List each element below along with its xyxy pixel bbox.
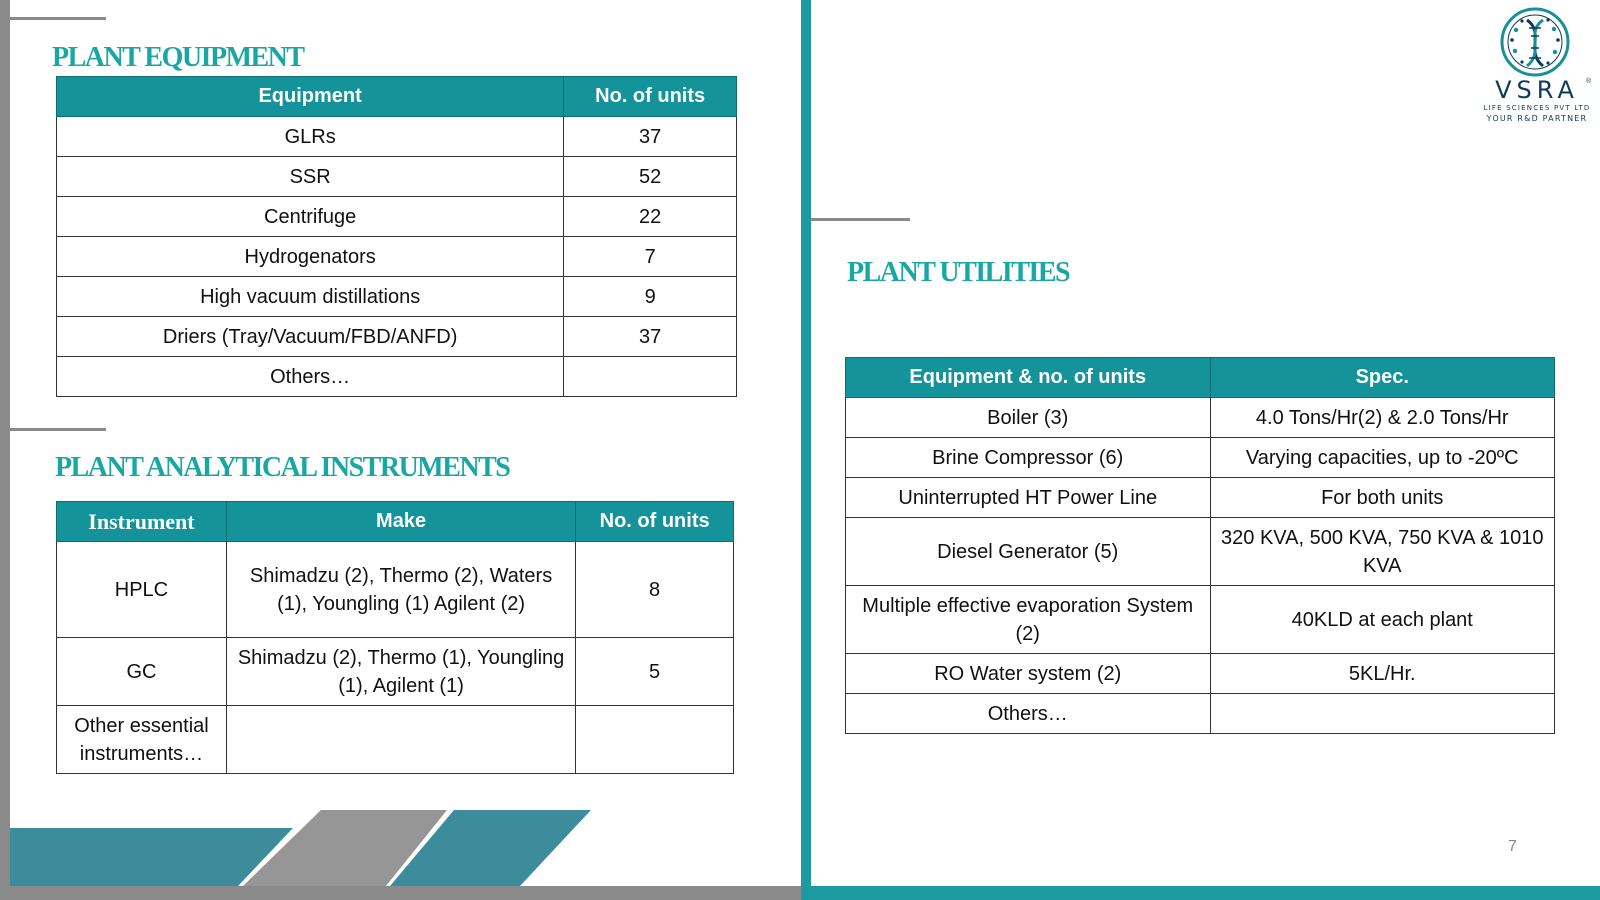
table-cell bbox=[576, 706, 734, 774]
table-row bbox=[846, 518, 1555, 586]
table-row bbox=[846, 478, 1555, 518]
table-header-row bbox=[57, 77, 737, 117]
registered-mark: ® bbox=[1586, 78, 1592, 85]
table-cell: Diesel Generator (5) bbox=[846, 518, 1211, 586]
table-row bbox=[57, 197, 737, 237]
dna-emblem-icon bbox=[1478, 6, 1596, 78]
logo-wordmark: VSRA bbox=[1495, 76, 1579, 104]
logo-subtitle: LIFE SCIENCES PVT LTD bbox=[1483, 104, 1591, 112]
bottom-right-strip bbox=[801, 886, 1600, 900]
right-rule bbox=[811, 218, 910, 221]
table-row bbox=[846, 586, 1555, 654]
table-cell: 4.0 Tons/Hr(2) & 2.0 Tons/Hr bbox=[1210, 398, 1555, 438]
table-header-row bbox=[57, 502, 734, 542]
table-cell: Hydrogenators bbox=[57, 237, 564, 277]
table-row bbox=[846, 654, 1555, 694]
plant-analytical-instruments-heading: PLANT ANALYTICAL INSTRUMENTS bbox=[55, 452, 510, 483]
table-row bbox=[57, 357, 737, 397]
table-cell: 37 bbox=[564, 117, 737, 157]
plant-utilities-heading: PLANT UTILITIES bbox=[847, 257, 1070, 288]
center-divider-bar bbox=[801, 0, 811, 900]
table-cell: Driers (Tray/Vacuum/FBD/ANFD) bbox=[57, 317, 564, 357]
table-cell: Uninterrupted HT Power Line bbox=[846, 478, 1211, 518]
left-edge-bar bbox=[0, 0, 10, 900]
table-row bbox=[846, 694, 1555, 734]
table-cell: 37 bbox=[564, 317, 737, 357]
plant-equipment-heading: PLANT EQUIPMENT bbox=[52, 42, 304, 73]
table-row bbox=[57, 317, 737, 357]
top-left-rule bbox=[10, 17, 106, 20]
table-cell: Brine Compressor (6) bbox=[846, 438, 1211, 478]
table-row bbox=[846, 398, 1555, 438]
bottom-left-strip bbox=[0, 886, 801, 900]
column-header: No. of units bbox=[564, 77, 737, 117]
column-header: Make bbox=[226, 502, 575, 542]
plant-utilities-table bbox=[845, 357, 1555, 734]
logo-tagline: YOUR R&D PARTNER bbox=[1486, 114, 1588, 123]
table-cell: Other essential instruments… bbox=[57, 706, 227, 774]
table-cell: GLRs bbox=[57, 117, 564, 157]
table-row bbox=[57, 237, 737, 277]
table-cell: Shimadzu (2), Thermo (1), Youngling (1), Agilent (1) bbox=[226, 638, 575, 706]
table-cell: 22 bbox=[564, 197, 737, 237]
table-row bbox=[57, 706, 734, 774]
table-cell: For both units bbox=[1210, 478, 1555, 518]
table-cell: 8 bbox=[576, 542, 734, 638]
table-row bbox=[846, 438, 1555, 478]
table-cell: 40KLD at each plant bbox=[1210, 586, 1555, 654]
mid-left-rule bbox=[10, 428, 106, 431]
table-row bbox=[57, 638, 734, 706]
table-cell: Varying capacities, up to -20ºC bbox=[1210, 438, 1555, 478]
table-cell: Others… bbox=[57, 357, 564, 397]
table-cell: HPLC bbox=[57, 542, 227, 638]
analytical-instruments-table bbox=[56, 501, 734, 774]
table-cell: RO Water system (2) bbox=[846, 654, 1211, 694]
table-cell bbox=[226, 706, 575, 774]
table-cell: 7 bbox=[564, 237, 737, 277]
column-header: Equipment & no. of units bbox=[846, 358, 1211, 398]
table-cell bbox=[564, 357, 737, 397]
table-cell: Boiler (3) bbox=[846, 398, 1211, 438]
vsra-logo bbox=[1478, 6, 1596, 126]
column-header: Equipment bbox=[57, 77, 564, 117]
table-cell bbox=[1210, 694, 1555, 734]
table-cell: SSR bbox=[57, 157, 564, 197]
column-header: Spec. bbox=[1210, 358, 1555, 398]
table-cell: High vacuum distillations bbox=[57, 277, 564, 317]
table-cell: Shimadzu (2), Thermo (2), Waters (1), Youngling (1) Agilent (2) bbox=[226, 542, 575, 638]
table-row bbox=[57, 157, 737, 197]
table-cell: 320 KVA, 500 KVA, 750 KVA & 1010 KVA bbox=[1210, 518, 1555, 586]
table-row bbox=[57, 542, 734, 638]
column-header: No. of units bbox=[576, 502, 734, 542]
table-row bbox=[57, 117, 737, 157]
column-header: Instrument bbox=[57, 502, 227, 542]
table-cell: Centrifuge bbox=[57, 197, 564, 237]
table-cell: 52 bbox=[564, 157, 737, 197]
table-cell: 5KL/Hr. bbox=[1210, 654, 1555, 694]
table-header-row bbox=[846, 358, 1555, 398]
decorative-bottom-stripes bbox=[10, 810, 801, 886]
table-cell: 9 bbox=[564, 277, 737, 317]
plant-equipment-table bbox=[56, 76, 737, 397]
table-cell: Others… bbox=[846, 694, 1211, 734]
table-cell: 5 bbox=[576, 638, 734, 706]
page-number: 7 bbox=[1508, 838, 1517, 855]
table-cell: Multiple effective evaporation System (2) bbox=[846, 586, 1211, 654]
table-row bbox=[57, 277, 737, 317]
table-cell: GC bbox=[57, 638, 227, 706]
